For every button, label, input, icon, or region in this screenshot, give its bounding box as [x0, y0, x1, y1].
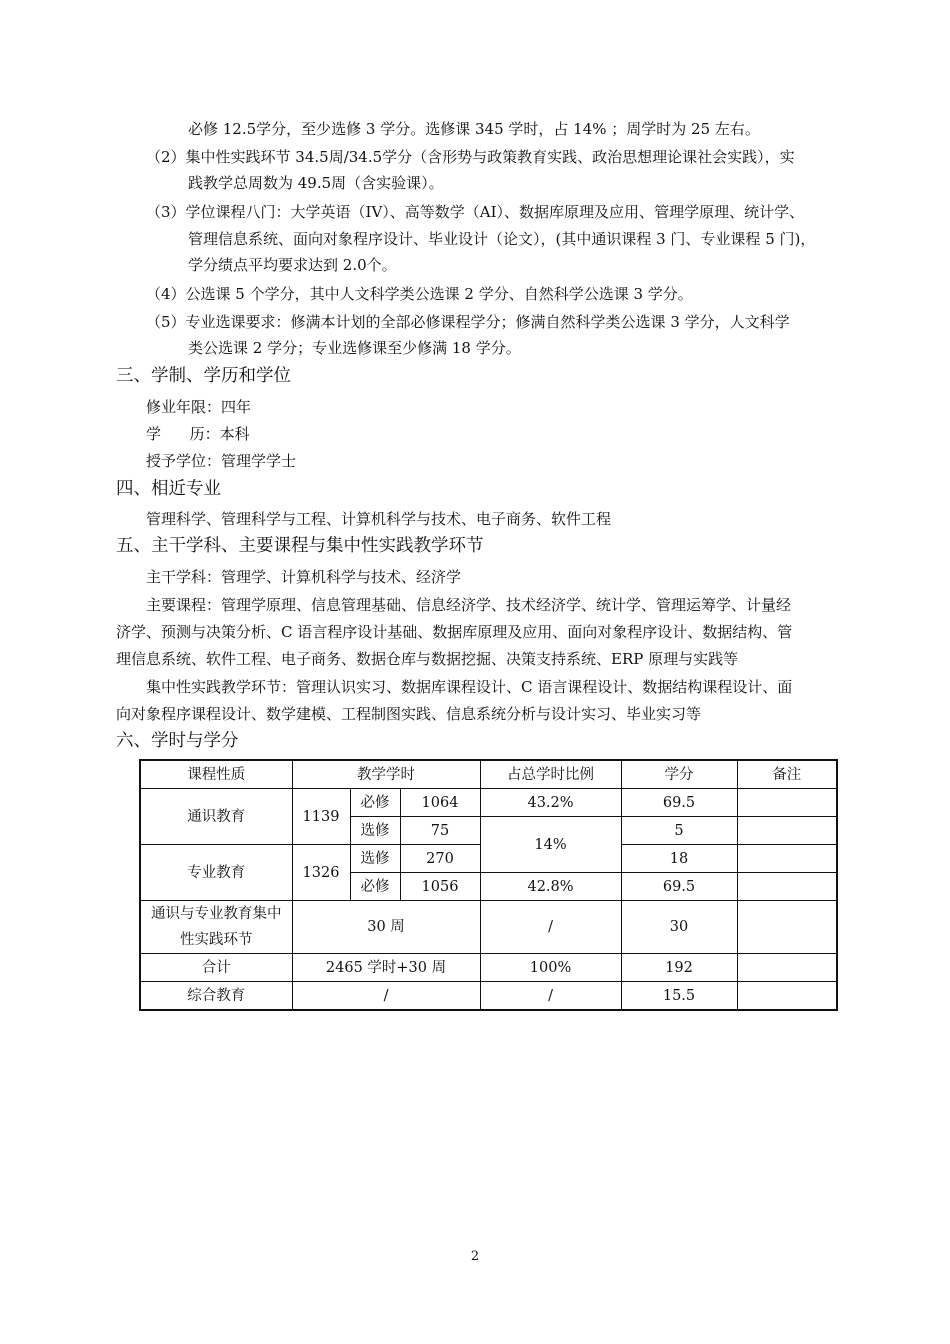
- text-line: 学 历：本科: [146, 425, 250, 443]
- hours-cell: 1064: [400, 789, 480, 817]
- hours-cell: 75: [400, 817, 480, 845]
- section-heading: 五、主干学科、主要课程与集中性实践教学环节: [116, 536, 484, 556]
- type-cell: 必修: [350, 789, 400, 817]
- table-header-row: [140, 760, 837, 789]
- header-cell: 占总学时比例: [480, 760, 621, 789]
- notes-cell: [737, 873, 837, 901]
- header-cell: 备注: [737, 760, 837, 789]
- notes-cell: [737, 901, 837, 954]
- category-cell: 通识教育: [140, 789, 292, 845]
- page-number: 2: [470, 1249, 480, 1264]
- text-line: 集中性实践教学环节：管理认识实习、数据库课程设计、C 语言课程设计、数据结构课程设计、面: [146, 678, 793, 696]
- credits-cell: 69.5: [621, 789, 737, 817]
- credits-cell: 18: [621, 845, 737, 873]
- hours-cell: 1139: [292, 789, 350, 845]
- header-cell: 教学学时: [292, 760, 480, 789]
- ratio-cell: 43.2%: [480, 789, 621, 817]
- credits-cell: 5: [621, 817, 737, 845]
- table-row: [140, 982, 837, 1011]
- section-heading: 四、相近专业: [116, 479, 221, 499]
- hours-cell: 1056: [400, 873, 480, 901]
- notes-cell: [737, 789, 837, 817]
- text-line: 学分绩点平均要求达到 2.0个。: [188, 256, 397, 274]
- hours-cell: 1326: [292, 845, 350, 901]
- hours-cell: 30 周: [292, 901, 480, 954]
- type-cell: 必修: [350, 873, 400, 901]
- credits-cell: 15.5: [621, 982, 737, 1011]
- text-line: 类公选课 2 学分；专业选修课至少修满 18 学分。: [188, 339, 521, 357]
- hours-cell: /: [292, 982, 480, 1011]
- text-line: 践教学总周数为 49.5周（含实验课）。: [188, 174, 444, 192]
- credits-cell: 30: [621, 901, 737, 954]
- text-line: 修业年限：四年: [146, 398, 252, 416]
- text-line: 管理科学、管理科学与工程、计算机科学与技术、电子商务、软件工程: [146, 510, 612, 528]
- credits-cell: 192: [621, 954, 737, 982]
- hours-cell: 270: [400, 845, 480, 873]
- text-line: 必修 12.5学分，至少选修 3 学分。选修课 345 学时，占 14% ；周学时为 25 左右。: [188, 120, 760, 138]
- category-cell: 通识与专业教育集中性实践环节: [140, 901, 292, 954]
- hours-cell: 2465 学时+30 周: [292, 954, 480, 982]
- table-row: [140, 901, 837, 954]
- credits-cell: 69.5: [621, 873, 737, 901]
- table-row: [140, 789, 837, 817]
- text-line: 济学、预测与决策分析、C 语言程序设计基础、数据库原理及应用、面向对象程序设计、数据结构、管: [116, 623, 793, 641]
- ratio-cell: /: [480, 982, 621, 1011]
- notes-cell: [737, 954, 837, 982]
- category-cell: 综合教育: [140, 982, 292, 1011]
- text-line: 主要课程：管理学原理、信息管理基础、信息经济学、技术经济学、统计学、管理运筹学、计量经: [146, 596, 792, 614]
- text-line: （5）专业选课要求：修满本计划的全部必修课程学分；修满自然科学类公选课 3 学分，人文科学: [146, 313, 790, 331]
- ratio-cell: 42.8%: [480, 873, 621, 901]
- header-cell: 课程性质: [140, 760, 292, 789]
- credits-table: [139, 759, 838, 1011]
- ratio-cell: 14%: [480, 817, 621, 873]
- text-line: （2）集中性实践环节 34.5周/34.5学分（含形势与政策教育实践、政治思想理论课社会实践），实: [146, 148, 795, 166]
- ratio-cell: 100%: [480, 954, 621, 982]
- section-heading: 六、学时与学分: [116, 731, 239, 751]
- text-line: 授予学位：管理学学士: [146, 452, 297, 470]
- category-cell: 专业教育: [140, 845, 292, 901]
- text-line: 理信息系统、软件工程、电子商务、数据仓库与数据挖掘、决策支持系统、ERP 原理与实践等: [116, 650, 739, 668]
- ratio-cell: /: [480, 901, 621, 954]
- text-line: （4）公选课 5 个学分，其中人文科学类公选课 2 学分、自然科学公选课 3 学分。: [146, 285, 693, 303]
- notes-cell: [737, 845, 837, 873]
- text-line: 主干学科：管理学、计算机科学与技术、经济学: [146, 568, 462, 586]
- text-line: 管理信息系统、面向对象程序设计、毕业设计（论文），(其中通识课程 3 门、专业课程 5 门)，: [188, 230, 816, 248]
- type-cell: 选修: [350, 845, 400, 873]
- header-cell: 学分: [621, 760, 737, 789]
- text-line: （3）学位课程八门：大学英语（IV）、高等数学（AI）、数据库原理及应用、管理学原理、统计学、: [146, 203, 805, 221]
- table-row: [140, 954, 837, 982]
- category-cell: 合计: [140, 954, 292, 982]
- text-line: 向对象程序课程设计、数学建模、工程制图实践、信息系统分析与设计实习、毕业实习等: [116, 705, 702, 723]
- notes-cell: [737, 982, 837, 1011]
- section-heading: 三、学制、学历和学位: [116, 366, 291, 386]
- type-cell: 选修: [350, 817, 400, 845]
- notes-cell: [737, 817, 837, 845]
